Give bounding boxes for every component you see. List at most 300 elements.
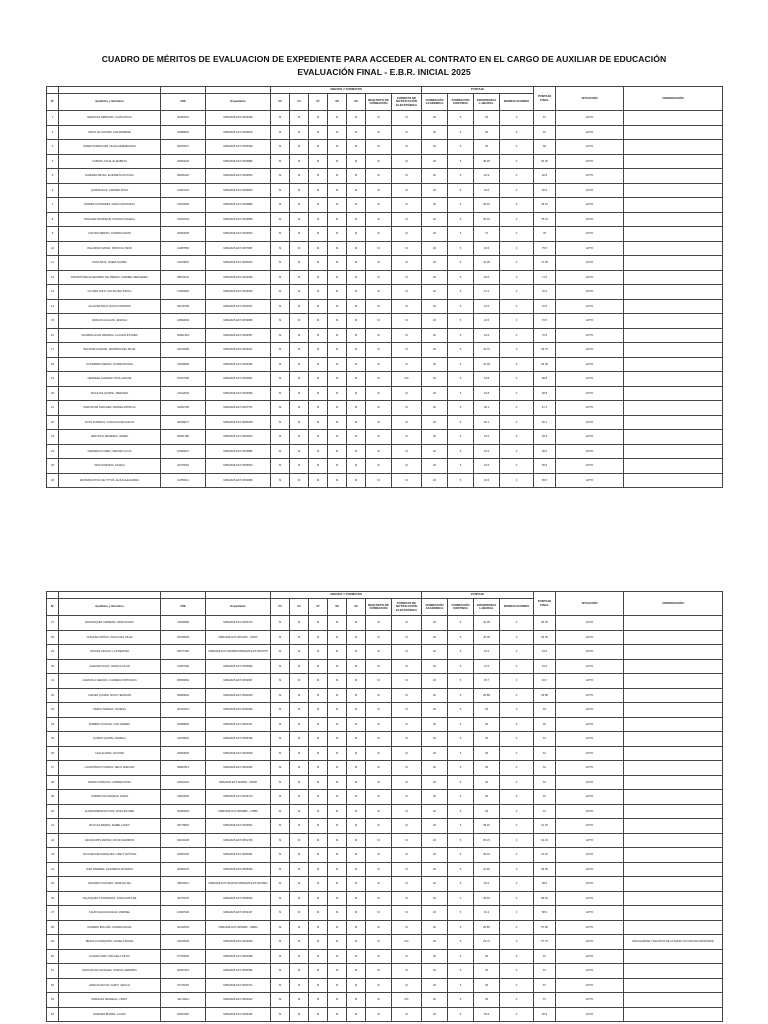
anexo-07-cell: SI — [309, 949, 328, 964]
bonificaciones-cell: 0 — [500, 688, 534, 703]
applicant-name-cell: MUJICAS MEPRA, ISABEL FANNY — [59, 819, 161, 834]
observacion-cell — [624, 183, 723, 198]
situacion-cell: APTO — [556, 804, 624, 819]
bonificaciones-cell: 0 — [500, 645, 534, 660]
row-number-cell: 42 — [47, 833, 59, 848]
table-row — [47, 891, 723, 906]
applicant-name-cell: ARANDORTS ESPINO, ROCIO MARIROS — [59, 833, 161, 848]
puntaje-final-cell: 61 — [534, 761, 556, 776]
experiencia-laboral-cell: 36 — [474, 790, 500, 805]
anexo-09-cell: SI — [347, 169, 366, 184]
anexo-03-cell: SI — [271, 920, 290, 935]
puntaje-final-cell: 63 — [534, 703, 556, 718]
dni-cell: 40080275 — [161, 862, 206, 877]
anexo-03-cell: SI — [271, 111, 290, 126]
formacion-academica-cell: 20 — [422, 746, 448, 761]
row-number-cell: 23 — [47, 430, 59, 445]
anexo-07-cell: SI — [309, 761, 328, 776]
formato-notificacion-cell: SI — [392, 256, 422, 271]
dni-cell: 46759278 — [161, 891, 206, 906]
anexo-03-cell: SI — [271, 140, 290, 155]
observacion-cell — [624, 630, 723, 645]
applicant-name-cell: NAVARRO CHICHNO, MARIA ELISA — [59, 877, 161, 892]
anexo-07-cell: SI — [309, 227, 328, 242]
dni-header: DNI — [161, 94, 206, 111]
experiencia-laboral-cell: 43.8 — [474, 386, 500, 401]
table-row — [47, 386, 723, 401]
observacion-cell: REGULARIZAR Y RECATIVA DE LA ANEXO 03 CONTRAS RESPONDE — [624, 935, 723, 950]
expediente-cell: MPE2025-EXT-0050051 — [206, 848, 271, 863]
formacion-continua-cell: 5 — [448, 775, 474, 790]
applicant-name-cell: RAMIREZ MILIAN, ELIZABETH ROXANA — [59, 169, 161, 184]
anexo-04-cell: SI — [290, 848, 309, 863]
situacion-cell: APTO — [556, 630, 624, 645]
experiencia-laboral-cell: 36 — [474, 746, 500, 761]
table-row — [47, 688, 723, 703]
formacion-continua-cell: 5 — [448, 256, 474, 271]
anexo-08-cell: SI — [328, 314, 347, 329]
formacion-academica-cell: 20 — [422, 444, 448, 459]
anexo-04-cell: SI — [290, 140, 309, 155]
row-number-cell: 35 — [47, 732, 59, 747]
formato-notificacion-cell: SI — [392, 154, 422, 169]
anexo-04-cell: SI — [290, 314, 309, 329]
applicant-name-cell: VARGAS NEYRA, FANNY CECILIA — [59, 978, 161, 993]
formacion-continua-cell: 5 — [448, 241, 474, 256]
row-number-cell: 41 — [47, 819, 59, 834]
anexo-03-cell: SI — [271, 964, 290, 979]
bonificaciones-cell: 0 — [500, 877, 534, 892]
formacion-continua-cell: 5 — [448, 877, 474, 892]
observacion-cell — [624, 299, 723, 314]
anexo-04-cell: SI — [290, 616, 309, 631]
table-row — [47, 978, 723, 993]
anexo-04-cell: SI — [290, 746, 309, 761]
anexo-07-cell: SI — [309, 241, 328, 256]
applicant-name-cell: HUAMAN ARIZ, GRACIELA SILVIA — [59, 949, 161, 964]
expediente-cell: MPE2025-EXT-0053879 — [206, 125, 271, 140]
formacion-continua-cell: 5 — [448, 630, 474, 645]
puntaje-final-cell: 62.9 — [534, 169, 556, 184]
experiencia-laboral-cell: 39.1 — [474, 415, 500, 430]
anexo-04-cell: SI — [290, 459, 309, 474]
formacion-continua-cell: 5 — [448, 314, 474, 329]
row-number-cell: 4 — [47, 154, 59, 169]
formato-notificacion-cell: SI — [392, 804, 422, 819]
formato-notificacion-cell: SI — [392, 1007, 422, 1022]
expediente-cell: MPE2025-EXT-0054608 — [206, 746, 271, 761]
anexo-03-cell: SI — [271, 314, 290, 329]
formato-notificacion-cell: SI — [392, 949, 422, 964]
table-row — [47, 717, 723, 732]
formato-notificacion-cell: SI — [392, 703, 422, 718]
formacion-continua-cell: 5 — [448, 386, 474, 401]
situacion-cell: APTO — [556, 848, 624, 863]
anexo-03-cell: SI — [271, 328, 290, 343]
anexo-09-cell: SI — [347, 386, 366, 401]
bonificaciones-cell: 0 — [500, 270, 534, 285]
expediente-cell: MPE2025-EXT-0053580 — [206, 386, 271, 401]
experiencia-laboral-cell: 35 — [474, 125, 500, 140]
requisito-cell: SI — [366, 804, 392, 819]
situacion-cell: APTO — [556, 717, 624, 732]
table-row — [47, 430, 723, 445]
applicant-name-cell: VELASQUEZ CONTRERAS, SONIA MATILDE — [59, 891, 161, 906]
anexo-09-cell: SI — [347, 299, 366, 314]
anexo-08-cell: SI — [328, 270, 347, 285]
anexo-07-cell: SI — [309, 920, 328, 935]
anexo-03-cell: SI — [271, 717, 290, 732]
dni-cell: 07027538 — [161, 372, 206, 387]
bonificaciones-cell: 0 — [500, 746, 534, 761]
formacion-academica-cell: 20 — [422, 891, 448, 906]
anexo-08-cell: SI — [328, 964, 347, 979]
requisito-cell: SI — [366, 833, 392, 848]
table-row — [47, 256, 723, 271]
anexo-08-cell: SI — [328, 761, 347, 776]
dni-cell: 41612093 — [161, 386, 206, 401]
formacion-continua-cell: 5 — [448, 343, 474, 358]
expediente-cell: MPE2025-EXT-0054986 — [206, 473, 271, 488]
puntaje-final-cell: 64.5 — [534, 645, 556, 660]
anexo-07-cell: SI — [309, 401, 328, 416]
anexo-07-cell: SI — [309, 256, 328, 271]
anexo-03-cell: SI — [271, 256, 290, 271]
requisito-cell: SI — [366, 169, 392, 184]
table-row — [47, 328, 723, 343]
formacion-continua-cell: 5 — [448, 978, 474, 993]
dni-cell: 41087866 — [161, 241, 206, 256]
observacion-cell — [624, 169, 723, 184]
requisito-cell: SI — [366, 978, 392, 993]
row-number-cell: 11 — [47, 256, 59, 271]
applicant-name-cell: CERVERA FLORES, AMANDA LUCIA — [59, 444, 161, 459]
dni-cell: 45708905 — [161, 630, 206, 645]
anexo-04-cell: SI — [290, 430, 309, 445]
anexo-04-cell: SI — [290, 256, 309, 271]
formato-notificacion-cell: NO — [392, 372, 422, 387]
formacion-continua-header: FORMACIÓN CONTINUA — [448, 599, 474, 616]
bonificaciones-cell: 0 — [500, 906, 534, 921]
table-row — [47, 674, 723, 689]
anexo-03-cell: SI — [271, 343, 290, 358]
row-number-cell: 40 — [47, 804, 59, 819]
expediente-cell: MPE2025-EXT-0054057 — [206, 299, 271, 314]
bonificaciones-cell: 0 — [500, 328, 534, 343]
situacion-cell: APTO — [556, 659, 624, 674]
anexo-09-cell: SI — [347, 372, 366, 387]
anexo-04-cell: SI — [290, 270, 309, 285]
requisito-cell: SI — [366, 125, 392, 140]
requisito-cell: SI — [366, 314, 392, 329]
anexo-07-cell: SI — [309, 674, 328, 689]
row-number-cell: 44 — [47, 862, 59, 877]
row-number-cell: 7 — [47, 198, 59, 213]
puntaje-final-cell: 61.15 — [534, 833, 556, 848]
experiencia-laboral-cell: 37.6 — [474, 659, 500, 674]
anexo-09-cell: SI — [347, 227, 366, 242]
bonificaciones-cell: 0 — [500, 285, 534, 300]
formacion-academica-cell: 20 — [422, 978, 448, 993]
expediente-cell: MPE2025-EXT-0054633 — [206, 430, 271, 445]
anexo-03-cell: SI — [271, 444, 290, 459]
row-number-cell: 28 — [47, 630, 59, 645]
anexo-03-cell: SI — [271, 819, 290, 834]
anexo-09-cell: SI — [347, 241, 366, 256]
puntaje-final-cell: 65.05 — [534, 616, 556, 631]
formacion-academica-cell: 20 — [422, 227, 448, 242]
dni-cell: 08870043 — [161, 270, 206, 285]
puntaje-final-cell: 59.55 — [534, 862, 556, 877]
formato-notificacion-cell: SI — [392, 862, 422, 877]
bonificaciones-cell: 0 — [500, 459, 534, 474]
observacion-cell — [624, 198, 723, 213]
bonificaciones-cell: 0 — [500, 430, 534, 445]
anexo-09-cell: SI — [347, 1007, 366, 1022]
anexo-07-cell: SI — [309, 154, 328, 169]
applicant-name-cell: CHAVEZ QUISPE, ROSA YENNIFAN — [59, 688, 161, 703]
dni-cell: 40794437 — [161, 703, 206, 718]
anexo-09-cell: SI — [347, 270, 366, 285]
observacion-cell — [624, 444, 723, 459]
bonificaciones-cell: 0 — [500, 415, 534, 430]
situacion-cell: APTO — [556, 703, 624, 718]
anexo-03-cell: SI — [271, 241, 290, 256]
anexo-07-cell: SI — [309, 444, 328, 459]
situacion-cell: APTO — [556, 357, 624, 372]
bonificaciones-cell: 0 — [500, 862, 534, 877]
situacion-cell: APTO — [556, 270, 624, 285]
row-number-cell: 34 — [47, 717, 59, 732]
applicant-name-cell: HERRERA HUAMANI, PAOLA ROXIE — [59, 372, 161, 387]
situacion-cell: APTO — [556, 343, 624, 358]
formacion-academica-cell: 20 — [422, 343, 448, 358]
applicant-name-cell: PARRA CORDOVA, CARMEN ROSA — [59, 775, 161, 790]
observacion-cell — [624, 862, 723, 877]
observacion-cell — [624, 848, 723, 863]
anexo-08-cell: SI — [328, 717, 347, 732]
puntaje-final-cell: 61 — [534, 732, 556, 747]
formacion-academica-cell: 20 — [422, 1007, 448, 1022]
bonificaciones-cell: 0 — [500, 848, 534, 863]
formacion-academica-cell: 20 — [422, 473, 448, 488]
situacion-cell: APTO — [556, 241, 624, 256]
observacion-cell — [624, 328, 723, 343]
observacion-cell — [624, 415, 723, 430]
bonificaciones-cell: 0 — [500, 949, 534, 964]
experiencia-laboral-cell: 44.5 — [474, 645, 500, 660]
bonificaciones-cell: 0 — [500, 473, 534, 488]
anexo-04-cell: SI — [290, 1007, 309, 1022]
expediente-cell: MPE2025-EXT-0054370 — [206, 616, 271, 631]
experiencia-laboral-cell: 35.7 — [474, 674, 500, 689]
anexo-08-cell: SI — [328, 848, 347, 863]
requisito-cell: SI — [366, 703, 392, 718]
anexo-07-cell: SI — [309, 746, 328, 761]
table-row — [47, 241, 723, 256]
bonificaciones-cell: 0 — [500, 256, 534, 271]
anexo-03-cell: SI — [271, 804, 290, 819]
formato-notificacion-cell: SI — [392, 645, 422, 660]
row-number-cell: 36 — [47, 746, 59, 761]
table-row — [47, 804, 723, 819]
anexo-07-cell: SI — [309, 285, 328, 300]
anexo-03-cell: SI — [271, 906, 290, 921]
formacion-academica-cell: 20 — [422, 790, 448, 805]
row-number-cell: 15 — [47, 314, 59, 329]
anexo-09-cell: SI — [347, 645, 366, 660]
formato-notificacion-cell: SI — [392, 978, 422, 993]
expediente-cell: MPE2025-EXT-0053024 — [206, 285, 271, 300]
dni-cell: 09160408 — [161, 833, 206, 848]
row-number-cell: 17 — [47, 343, 59, 358]
experiencia-laboral-cell: 44.5 — [474, 299, 500, 314]
experiencia-laboral-cell: 35.15 — [474, 198, 500, 213]
expediente-cell: MPE2025-EXT-0050071 — [206, 978, 271, 993]
puntaje-final-cell: 68.8 — [534, 372, 556, 387]
expediente-cell: MPE2025-EXT-0053509 — [206, 183, 271, 198]
anexo-04-cell: SI — [290, 372, 309, 387]
formacion-academica-cell: 20 — [422, 732, 448, 747]
puntaje-final-cell: 57.86 — [534, 920, 556, 935]
formato-notificacion-cell: SI — [392, 761, 422, 776]
table-row — [47, 473, 723, 488]
row-number-cell: 53 — [47, 993, 59, 1008]
experiencia-laboral-cell: 36 — [474, 978, 500, 993]
bonificaciones-cell: 0 — [500, 775, 534, 790]
dni-cell: 40994029 — [161, 154, 206, 169]
applicant-name-cell: ARETINCO MENESES, ISABEL — [59, 430, 161, 445]
dni-cell: 44015824 — [161, 732, 206, 747]
formacion-continua-cell: 5 — [448, 285, 474, 300]
anexo-07-header: 07 — [309, 94, 328, 111]
formacion-academica-cell: 20 — [422, 111, 448, 126]
anexo-09-cell: SI — [347, 717, 366, 732]
experiencia-header: EXPERIENCIA LABORAL — [474, 599, 500, 616]
anexo-04-cell: SI — [290, 761, 309, 776]
formacion-continua-cell: 5 — [448, 732, 474, 747]
anexo-07-cell: SI — [309, 125, 328, 140]
anexo-04-cell: SI — [290, 978, 309, 993]
bonificaciones-cell: 0 — [500, 357, 534, 372]
experiencia-laboral-cell: 36 — [474, 703, 500, 718]
applicant-name-cell: SOSA RIOS, NOEMI NORMA — [59, 256, 161, 271]
formato-notificacion-cell: SI — [392, 241, 422, 256]
table-row — [47, 401, 723, 416]
dni-cell: 09779804 — [161, 819, 206, 834]
anexo-09-cell: SI — [347, 198, 366, 213]
experiencia-laboral-cell: 36 — [474, 964, 500, 979]
dni-cell: 07790030 — [161, 949, 206, 964]
formacion-academica-cell: 20 — [422, 299, 448, 314]
anexo-03-cell: SI — [271, 659, 290, 674]
table-row — [47, 920, 723, 935]
expediente-cell: MPE2025-EXT-0053889 — [206, 198, 271, 213]
anexo-04-cell: SI — [290, 775, 309, 790]
dni-cell: 09591485 — [161, 430, 206, 445]
bonificaciones-cell: 0 — [500, 978, 534, 993]
table-row — [47, 659, 723, 674]
requisito-cell: SI — [366, 761, 392, 776]
row-number-cell: 6 — [47, 183, 59, 198]
anexo-03-cell: SI — [271, 169, 290, 184]
applicant-name-cell: ROMERO GUDALE, IVAN JERRES — [59, 717, 161, 732]
bonificaciones-cell: 0 — [500, 401, 534, 416]
formato-notificacion-cell: SI — [392, 964, 422, 979]
row-number-cell: 12 — [47, 270, 59, 285]
observacion-cell — [624, 833, 723, 848]
experiencia-laboral-cell: 35.25 — [474, 154, 500, 169]
formacion-continua-cell: 5 — [448, 125, 474, 140]
anexo-03-cell: SI — [271, 732, 290, 747]
anexo-08-header: 08 — [328, 94, 347, 111]
anexo-04-cell: SI — [290, 906, 309, 921]
anexo-04-header: 04 — [290, 599, 309, 616]
experiencia-laboral-cell: 43.8 — [474, 372, 500, 387]
table-row — [47, 775, 723, 790]
dni-cell: 41079897 — [161, 256, 206, 271]
anexo-07-cell: SI — [309, 198, 328, 213]
anexo-08-cell: SI — [328, 775, 347, 790]
formato-notificacion-cell: SI — [392, 444, 422, 459]
anexo-08-cell: SI — [328, 459, 347, 474]
observacion-cell — [624, 314, 723, 329]
expediente-cell: MPE2025-EXT-0044709 MPE2025-EXT-0044684 — [206, 877, 271, 892]
expediente-cell: MPE2025-EXT-0054861 — [206, 372, 271, 387]
requisito-cell: SI — [366, 616, 392, 631]
formacion-academica-cell: 20 — [422, 848, 448, 863]
formacion-continua-cell: 5 — [448, 717, 474, 732]
situacion-cell: APTO — [556, 473, 624, 488]
expediente-cell: MPE2025-EXT-0052095 — [206, 270, 271, 285]
requisito-cell: SI — [366, 473, 392, 488]
requisito-cell: SI — [366, 386, 392, 401]
situacion-cell: APTO — [556, 1007, 624, 1022]
anexo-07-cell: SI — [309, 935, 328, 950]
formato-notificacion-cell: SI — [392, 183, 422, 198]
anexo-07-cell: SI — [309, 630, 328, 645]
bonificaciones-cell: 0 — [500, 343, 534, 358]
anexo-07-cell: SI — [309, 1007, 328, 1022]
dni-cell: 07479463 — [161, 978, 206, 993]
observacion-cell — [624, 717, 723, 732]
puntaje-final-cell: 69.75 — [534, 343, 556, 358]
dni-cell: 06168758 — [161, 299, 206, 314]
dni-cell: 46088843 — [161, 125, 206, 140]
row-number-cell: 32 — [47, 688, 59, 703]
formato-notificacion-cell: NO — [392, 993, 422, 1008]
experiencia-laboral-cell: 35.15 — [474, 212, 500, 227]
bonificaciones-cell: 0 — [500, 761, 534, 776]
expediente-cell: MPE2025-EXT-0050685 — [206, 964, 271, 979]
requisito-header: REQUISITO DE FORMACIÓN — [366, 599, 392, 616]
formacion-academica-cell: 20 — [422, 183, 448, 198]
bonificaciones-cell: 0 — [500, 833, 534, 848]
dni-cell: 14997929 — [161, 906, 206, 921]
anexo-04-cell: SI — [290, 111, 309, 126]
formato-notificacion-cell: SI — [392, 659, 422, 674]
formato-notificacion-cell: SI — [392, 401, 422, 416]
observacion-cell — [624, 256, 723, 271]
anexo-08-cell: SI — [328, 343, 347, 358]
applicant-name-cell: CULMPA POLO, SOLANYER JUDITH — [59, 285, 161, 300]
applicant-name-cell: ZETAMPA MITOC DE TITTZA, ELISA ALEJANDRA — [59, 473, 161, 488]
experiencia-laboral-cell: 43.5 — [474, 473, 500, 488]
dni-cell: 41957969 — [161, 659, 206, 674]
observacion-cell — [624, 154, 723, 169]
formacion-academica-cell: 20 — [422, 645, 448, 660]
anexo-08-cell: SI — [328, 833, 347, 848]
